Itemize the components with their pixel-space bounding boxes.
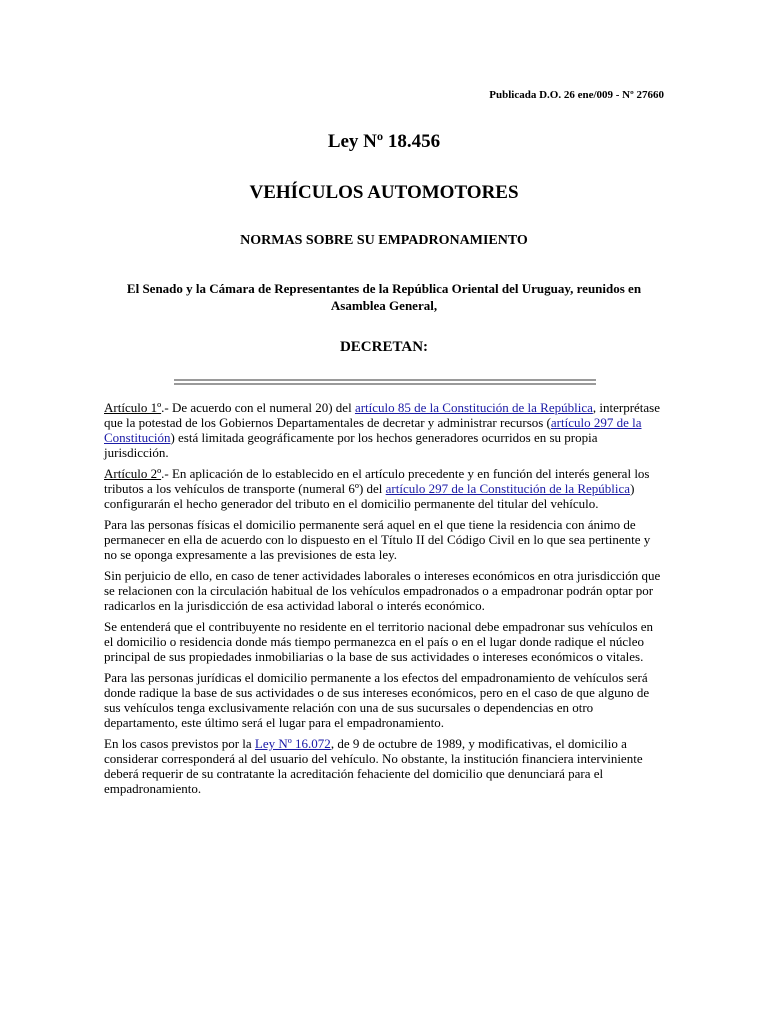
article-1-label: Artículo 1º xyxy=(104,400,162,415)
law-number: Ley Nº 18.456 xyxy=(327,131,441,152)
paragraph-legal-persons: Para las personas jurídicas el domicilio permanente a los efectos del empadronamiento de vehículos será donde radique la base de sus actividades o de sus intereses económicos, pero en el caso de que alguno de sus vehículos tenga exclusivamente relación con una de sus sucursales o dependencias en otro departamento, este último será el lugar para el empadronamiento. xyxy=(104,670,650,730)
decree-heading: DECRETAN: xyxy=(339,339,429,355)
paragraph-leasing xyxy=(104,736,664,796)
preamble: El Senado y la Cámara de Representantes de la República Oriental del Uruguay, reunidos en Asamblea General, xyxy=(126,281,642,313)
link-article-85[interactable]: artículo 85 de la Constitución de la República xyxy=(354,400,593,415)
article-1-text-a: .- De acuerdo con el numeral 20) del xyxy=(161,400,355,415)
document-body xyxy=(104,400,664,802)
publication-note: Publicada D.O. 26 ene/009 - Nº 27660 xyxy=(489,89,664,101)
double-divider xyxy=(174,379,596,385)
article-2-text-a: .- En aplicación de lo establecido en el artículo precedente y en función del interés general los tributos a los vehículos de transporte (numeral 6º) del xyxy=(104,466,650,496)
article-1-text-c: ) está limitada geográficamente por los hechos generadores ocurridos en su propia jurisdicción. xyxy=(104,430,598,460)
article-2-label: Artículo 2º xyxy=(104,466,162,481)
link-ley-16072[interactable]: Ley Nº 16.072 xyxy=(254,736,331,751)
article-1-text-b: , interprétase que la potestad de los Gobiernos Departamentales de decretar y administrar recursos ( xyxy=(104,400,661,430)
link-article-297[interactable]: artículo 297 de la Constitución xyxy=(104,415,642,445)
link-article-297-republica[interactable]: artículo 297 de la Constitución de la República xyxy=(385,481,631,496)
paragraph-leasing-text-a: En los casos previstos por la xyxy=(104,736,255,751)
paragraph-leasing-text-b: , de 9 de octubre de 1989, y modificativas, el domicilio a considerar corresponderá al del usuario del vehículo. No obstante, la institución financiera interviniente deberá requerir de su contratante la acreditación fehaciente del domicilio que denunciará para el empadronamiento. xyxy=(104,736,643,796)
article-1 xyxy=(104,400,664,460)
article-2-text-b: ) configurarán el hecho generador del tributo en el domicilio permanente del titular del vehículo. xyxy=(104,481,635,511)
law-subtitle: NORMAS SOBRE SU EMPADRONAMIENTO xyxy=(240,233,528,248)
paragraph-physical-persons: Para las personas físicas el domicilio permanente será aquel en el que tiene la residencia con ánimo de permanecer en ella de acuerdo con lo dispuesto en el Título II del Código Civil en lo que sea pertinente y no se oponga expresamente a las previsiones de esta ley. xyxy=(104,517,651,562)
paragraph-other-jurisdiction: Sin perjuicio de ello, en caso de tener actividades laborales o intereses económicos en otra jurisdicción que se relacionen con la circulación habitual de los vehículos empadronados o a empadronar podrán optar por radicarlos en la jurisdicción de esa actividad laboral o interés económico. xyxy=(104,568,661,613)
law-title: VEHÍCULOS AUTOMOTORES xyxy=(249,182,519,203)
paragraph-non-resident: Se entenderá que el contribuyente no residente en el territorio nacional debe empadronar sus vehículos en el domicilio o residencia donde más tiempo permanezca en el país o en el lugar donde radique el núcleo principal de sus propiedades inmobiliarias o la base de sus actividades o intereses económicos o vitales. xyxy=(104,619,654,664)
article-2 xyxy=(104,466,664,511)
